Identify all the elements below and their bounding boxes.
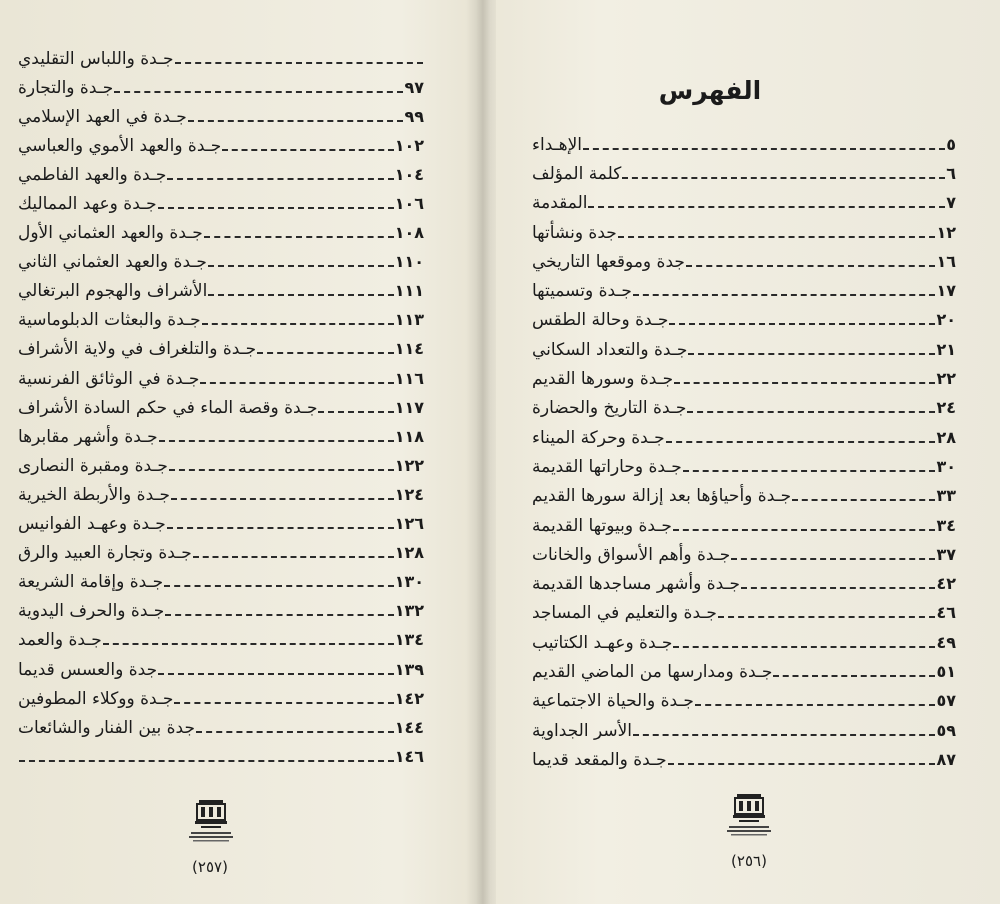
dotted-leader [622, 177, 945, 179]
dotted-leader [687, 411, 935, 413]
toc-entry [532, 335, 956, 364]
dotted-leader [257, 352, 394, 354]
toc-entry [18, 160, 424, 189]
toc-entry-title: جـدة والبعثات الدبلوماسية [18, 310, 201, 331]
toc-entry [18, 131, 424, 160]
dotted-leader [618, 236, 936, 238]
dotted-leader [158, 673, 394, 675]
dotted-leader [731, 558, 935, 560]
toc-entry-page-number: ١١١ [394, 281, 424, 301]
toc-entry-page-number: ١٣٠ [394, 572, 424, 592]
toc-entry-title: جـدة وأهم الأسواق والخانات [532, 544, 731, 565]
toc-entry [532, 716, 956, 745]
toc-entry-page-number: ١٣٢ [394, 601, 424, 621]
dotted-leader [683, 470, 936, 472]
toc-entry-page-number: ٣٧ [936, 544, 956, 564]
toc-entry-title: جـدة واللباس التقليدي [18, 48, 174, 69]
toc-entry [532, 745, 956, 774]
toc-entry-title: جـدة والتعداد السكاني [532, 339, 688, 360]
toc-entry-page-number: ١٠٤ [394, 164, 424, 184]
toc-entry-title: جـدة والعمد [18, 630, 102, 651]
toc-entry-title: جـدة وتجارة العبيد والرق [18, 543, 192, 564]
dotted-leader [666, 441, 936, 443]
toc-entry-title: جدة بين الفنار والشائعات [18, 717, 195, 738]
dotted-leader [741, 587, 935, 589]
dotted-leader [159, 440, 394, 442]
dotted-leader [193, 556, 394, 558]
toc-entry-title: جـدة والتعليم في المساجد [532, 603, 717, 624]
toc-entry-page-number: ٦ [946, 163, 956, 183]
dotted-leader [200, 382, 393, 384]
dotted-leader [158, 207, 394, 209]
toc-entry-page-number: ٥٧ [936, 691, 956, 711]
toc-entry-page-number: ١١٨ [394, 426, 424, 446]
toc-entry [532, 394, 956, 423]
toc-entry-title: جـدة وقصة الماء في حكم السادة الأشراف [18, 397, 318, 418]
toc-entry-page-number: ١٧ [936, 281, 956, 301]
dotted-leader [673, 529, 936, 531]
dotted-leader [169, 469, 394, 471]
toc-entry [532, 628, 956, 657]
toc-entry-page-number: ١٢٤ [394, 484, 424, 504]
toc-entry [532, 247, 956, 276]
toc-entry [532, 159, 956, 188]
toc-entry-title: الأشراف والهجوم البرتغالي [18, 281, 208, 302]
toc-entry [532, 482, 956, 511]
toc-entry-title: جـدة في الوثائق الفرنسية [18, 368, 200, 389]
toc-entry [532, 218, 956, 247]
dotted-leader [204, 236, 394, 238]
toc-entry-page-number: ٤٦ [936, 603, 956, 623]
dotted-leader [208, 265, 394, 267]
toc-entry [18, 335, 424, 364]
toc-entry [532, 511, 956, 540]
dotted-leader [633, 294, 936, 296]
dotted-leader [588, 206, 945, 208]
dotted-leader [188, 120, 404, 122]
toc-entry-title: جـدة وبيوتها القديمة [532, 515, 672, 536]
toc-entry-page-number: ٩٩ [404, 106, 424, 126]
toc-entry [18, 306, 424, 335]
toc-entry-page-number: ٤٢ [936, 574, 956, 594]
dotted-leader [171, 498, 394, 500]
toc-entry [18, 742, 424, 771]
page-title: الفهرس [658, 76, 762, 105]
dotted-leader [175, 62, 423, 64]
toc-entry [18, 248, 424, 277]
toc-entry [18, 189, 424, 218]
dotted-leader [669, 323, 935, 325]
dotted-leader [583, 148, 945, 150]
toc-entry-title: جـدة في العهد الإسلامي [18, 106, 187, 127]
toc-entry-title: جـدة وتسميتها [532, 281, 632, 302]
toc-entry-page-number: ٣٠ [936, 456, 956, 476]
toc-entry-page-number: ١٤٢ [394, 688, 424, 708]
toc-entry [18, 422, 424, 451]
toc-entry-page-number: ١٢٦ [394, 514, 424, 534]
toc-entry-page-number: ١٣٤ [394, 630, 424, 650]
toc-entry-title: جـدة والحياة الاجتماعية [532, 691, 694, 712]
toc-entry-page-number: ٢١ [936, 339, 956, 359]
toc-entry [18, 102, 424, 131]
dotted-leader [688, 353, 935, 355]
dotted-leader [19, 760, 394, 762]
toc-entry-title: جـدة والمقعد قديما [532, 749, 667, 770]
dotted-leader [167, 178, 393, 180]
toc-entry-page-number: ١٣٩ [394, 659, 424, 679]
toc-entry-title: المقدمة [532, 193, 588, 214]
toc-entry [18, 597, 424, 626]
dotted-leader [673, 646, 935, 648]
toc-entry [532, 423, 956, 452]
toc-entry [532, 657, 956, 686]
page-number-right: (٢٥٦) [731, 852, 767, 870]
toc-entry-page-number: ٢٢ [936, 369, 956, 389]
toc-entry-page-number: ٢٤ [936, 398, 956, 418]
dotted-leader [674, 382, 935, 384]
toc-entry-page-number: ١١٤ [394, 339, 424, 359]
toc-entry-title: جـدة وسورها القديم [532, 369, 674, 390]
toc-entry [18, 44, 424, 73]
page-number-left: (٢٥٧) [192, 858, 228, 876]
toc-entry [18, 451, 424, 480]
dotted-leader [773, 675, 935, 677]
toc-entry-title: جـدة والتجارة [18, 77, 114, 98]
toc-entry [18, 510, 424, 539]
dotted-leader [208, 294, 393, 296]
toc-entry-title: جدة وموقعها التاريخي [532, 251, 685, 272]
toc-entry-page-number: ٥ [946, 134, 956, 154]
toc-entry-page-number: ١٢٨ [394, 543, 424, 563]
toc-entry-page-number: ١٤٦ [394, 746, 424, 766]
toc-entry-page-number: ٣٣ [936, 486, 956, 506]
toc-entry-page-number: ١١٠ [394, 252, 424, 272]
toc-entry [532, 687, 956, 716]
toc-entry-title: جـدة والعهد العثماني الأول [18, 223, 203, 244]
toc-entry-title: جـدة وأحياؤها بعد إزالة سورها القديم [532, 486, 792, 507]
toc-entry [532, 276, 956, 305]
toc-entry [18, 713, 424, 742]
dotted-leader [202, 323, 394, 325]
dotted-leader [167, 527, 394, 529]
toc-entry-page-number: ٩٧ [404, 77, 424, 97]
toc-entry [18, 364, 424, 393]
toc-entry [532, 189, 956, 218]
toc-entry-title: جـدة وحاراتها القديمة [532, 456, 682, 477]
toc-entry-page-number: ٥١ [936, 662, 956, 681]
toc-entry-title: جـدة والعهد الفاطمي [18, 164, 167, 185]
toc-entry-page-number: ١٠٢ [394, 135, 424, 155]
dotted-leader [792, 499, 935, 501]
toc-entry-page-number: ١٢ [936, 222, 956, 242]
toc-entry [18, 393, 424, 422]
toc-list-right [532, 130, 956, 775]
toc-entry [18, 480, 424, 509]
toc-entry [532, 569, 956, 598]
toc-entry-title: جـدة والأربطة الخيرية [18, 484, 170, 505]
toc-entry [532, 540, 956, 569]
toc-entry-page-number: ١٠٦ [394, 194, 424, 214]
dotted-leader [718, 616, 936, 618]
toc-entry-title: جـدة وعهـد الفوانيس [18, 514, 166, 535]
toc-entry-page-number: ١١٣ [394, 310, 424, 330]
dotted-leader [174, 702, 393, 704]
toc-entry [532, 364, 956, 393]
toc-entry-title: جـدة وحركة الميناء [532, 427, 665, 448]
publisher-logo-icon [183, 796, 239, 852]
toc-entry-page-number: ٧ [946, 193, 956, 213]
toc-entry [532, 130, 956, 159]
toc-entry-title: جـدة ومدارسها من الماضي القديم [532, 662, 773, 682]
toc-entry-title: جـدة وحالة الطقس [532, 310, 669, 331]
dotted-leader [686, 265, 936, 267]
dotted-leader [668, 763, 936, 765]
toc-entry-title: الإهـداء [532, 134, 583, 155]
toc-entry-title: جدة والعسس قديما [18, 659, 158, 680]
publisher-logo-icon [721, 790, 777, 846]
toc-entry-title: جدة ونشأتها [532, 222, 617, 243]
toc-entry [18, 539, 424, 568]
dotted-leader [164, 585, 394, 587]
dotted-leader [633, 734, 935, 736]
toc-entry-title: جـدة وأشهر مساجدها القديمة [532, 574, 741, 595]
toc-entry-title: الأسر الجداوية [532, 720, 633, 741]
toc-entry-title: جـدة وأشهر مقابرها [18, 426, 158, 447]
toc-entry-title: جـدة وإقامة الشريعة [18, 572, 164, 593]
toc-entry-title: جـدة والتلغراف في ولاية الأشراف [18, 339, 257, 360]
toc-entry-page-number: ٢٨ [936, 427, 956, 447]
toc-entry-page-number: ٥٩ [936, 720, 956, 740]
toc-entry [18, 73, 424, 102]
dotted-leader [318, 411, 393, 413]
toc-entry [18, 626, 424, 655]
toc-entry-title: جـدة ومقبرة النصارى [18, 455, 168, 476]
toc-entry-page-number: ٢٠ [936, 310, 956, 330]
dotted-leader [196, 731, 394, 733]
toc-entry [532, 452, 956, 481]
dotted-leader [695, 704, 936, 706]
toc-entry-page-number: ١٠٨ [394, 223, 424, 243]
toc-entry [18, 219, 424, 248]
toc-entry-page-number: ١٤٤ [394, 717, 424, 737]
toc-entry-title: جـدة التاريخ والحضارة [532, 398, 687, 419]
toc-entry-title: جـدة وعهـد الكتاتيب [532, 632, 673, 653]
toc-entry-title: جـدة والعهد الأموي والعباسي [18, 135, 222, 156]
toc-entry-page-number: ٣٤ [936, 515, 956, 535]
toc-entry-page-number: ١١٦ [394, 368, 424, 388]
toc-entry [18, 684, 424, 713]
toc-entry-page-number: ٨٧ [936, 749, 956, 769]
toc-entry [18, 655, 424, 684]
toc-entry-title: جـدة ووكلاء المطوفين [18, 688, 174, 709]
dotted-leader [114, 91, 403, 93]
dotted-leader [222, 149, 393, 151]
toc-entry-page-number: ١١٧ [394, 397, 424, 417]
toc-entry-title: جـدة وعهد المماليك [18, 194, 157, 215]
toc-entry [18, 568, 424, 597]
toc-entry-title: جـدة والحرف اليدوية [18, 601, 165, 622]
toc-entry-page-number: ١٦ [936, 251, 956, 271]
toc-entry-title: كلمة المؤلف [532, 163, 622, 184]
toc-entry-page-number: ٤٩ [936, 632, 956, 652]
book-gutter [466, 0, 496, 904]
dotted-leader [103, 643, 394, 645]
toc-entry [532, 599, 956, 628]
toc-entry [532, 306, 956, 335]
toc-entry [18, 277, 424, 306]
toc-entry-page-number: ١٢٢ [394, 455, 424, 475]
toc-entry-title: جـدة والعهد العثماني الثاني [18, 252, 207, 273]
dotted-leader [165, 614, 393, 616]
toc-list-left [18, 44, 424, 771]
